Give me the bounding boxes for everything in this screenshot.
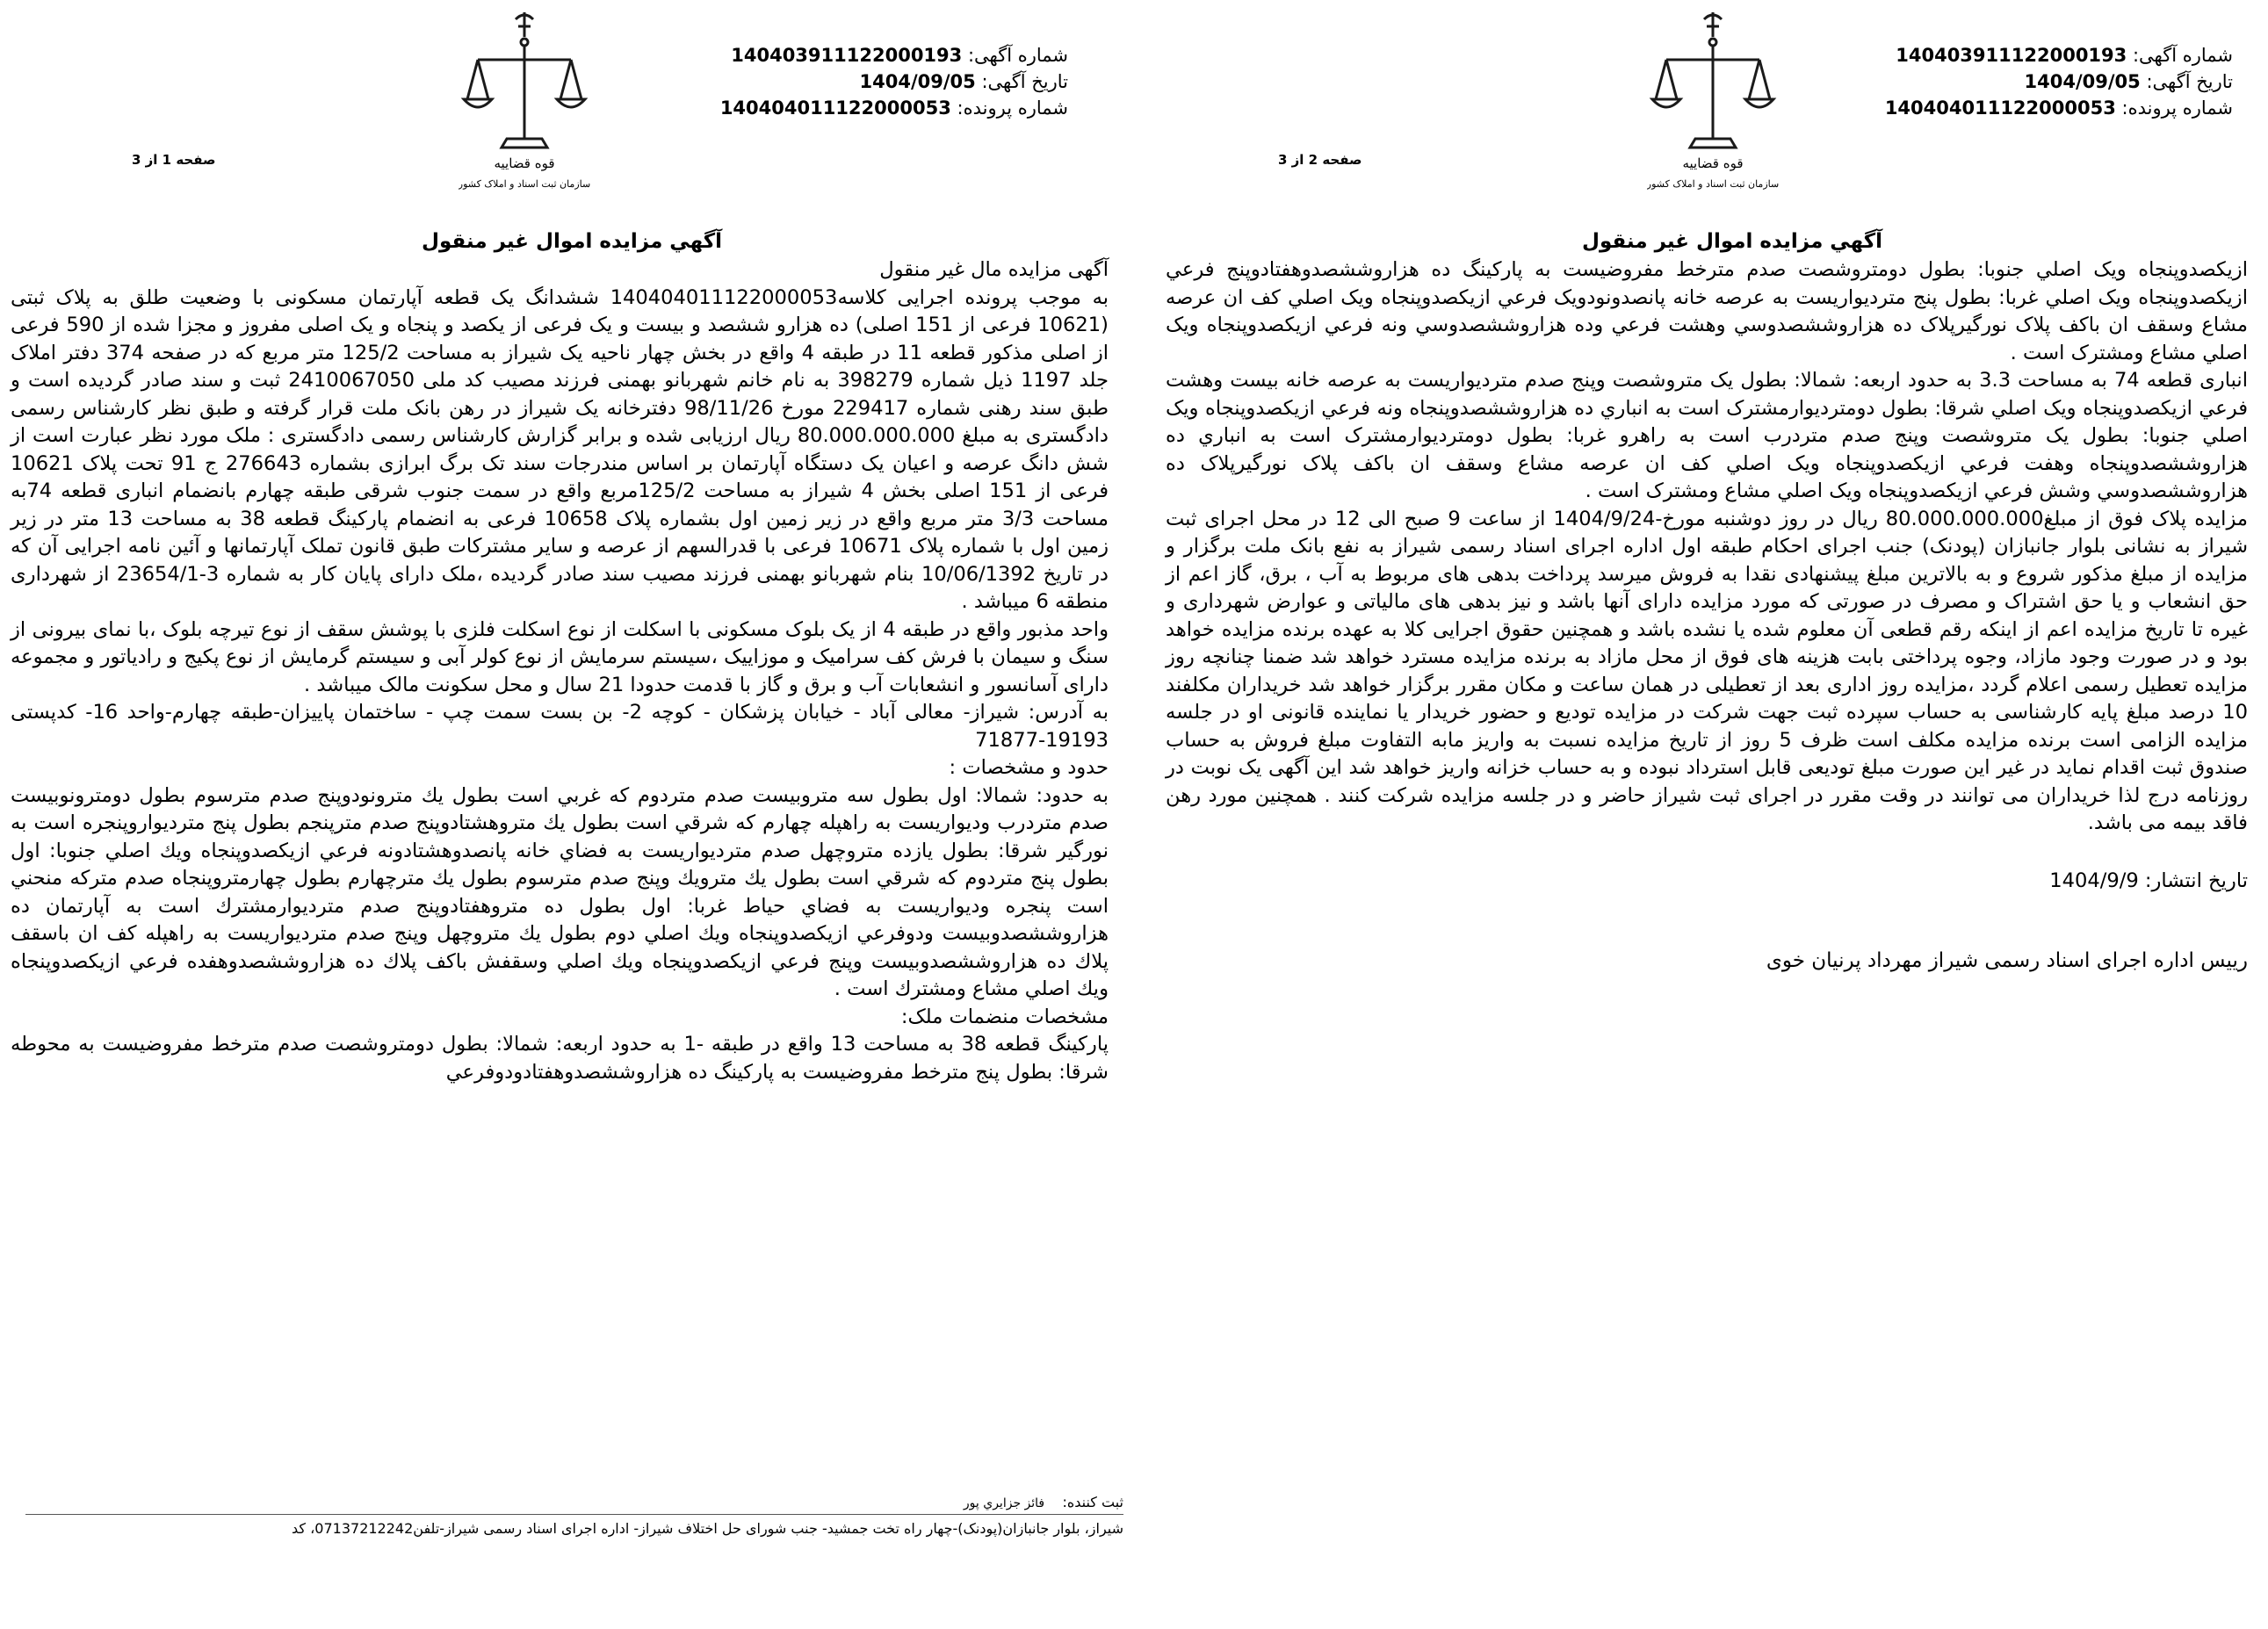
paragraph: واحد مذبور واقع در طبقه 4 از یک بلوک مسکونی با اسکلت از نوع اسکلت فلزی با پوشش سقف از نوع تیرچه بلوک ،با نمای بیرونی از سنگ و سیمان با فرش کف سرامیک و موزاییک ،سیستم سرمایش از نوع کولر آبی و سیستم گرمایش از نوع پکیج و رادیاتور و مجموعه دارای آسانسور و انشعابات آب و برق و گاز با قدمت حدودا 21 سال و محل سکونت مالک میباشد . bbox=[11, 617, 1109, 696]
page-number: صفحه 1 از 3 bbox=[132, 152, 216, 168]
signature: رییس اداره اجرای اسناد رسمی شیراز مهرداد پرنیان خوی bbox=[1766, 949, 2248, 972]
paragraph: به آدرس: شیراز- معالی آباد - خیابان پزشکان - کوچه 2- بن بست سمت چپ - ساختمان پاییزان-طبقه چهارم-واحد 16- کدپستی 19193-71877 bbox=[11, 701, 1109, 752]
case-number: 140404011122000053 bbox=[719, 97, 951, 119]
paragraph: مزایده پلاک فوق از مبلغ80.000.000.000 ریال در روز دوشنبه مورخ-1404/9/24 از ساعت 9 صبح الی 12 در محل اجرای ثبت شیراز به نشانی بلوار جانبازان (پودنک) جنب اجرای احکام طبقه اول اداره اجرای اسناد رسمی شیراز به نفع بانک ملت برگزار و مزایده از مبلغ مذکور شروع و به بالاترین مبلغ پیشنهادی نقدا به فروش میرسد پرداخت بدهی های مربوط به آب ، برق، گاز اعم از حق انشعاب و یا حق اشتراک و مصرف در صورتی که مورد مزایده دارای آنها باشد و نیز بدهی های مالیاتی و عوارض شهرداری و غیره تا تاریخ مزایده اعم از اینکه رقم قطعی آن معلوم شده یا نشده باشد و همچنین حقوق اجرایی کلا به عهده برنده مزایده خواهد بود و در صورت وجود مازاد، وجوه پرداختی بابت هزینه های فوق از محل مازاد به برنده مزایده مسترد خواهد شد ضمنا چنانچه روز مزایده تعطیل رسمی اعلام گردد ،مزایده روز اداری بعد از تعطیلی در همان ساعت و مکان مقرر برگزار خواهد شد خریداران مکلفند 10 درصد مبلغ پایه کارشناسی به حساب سپرده ثبت جهت شرکت در مزایده تودیع و حضور خریدار یا نماینده قانونی او در جلسه مزایده الزامی است برنده مزایده مکلف است ظرف 5 روز از تاریخ مزایده نسبت به واریز مابه التفاوت مبلغ فروش به حساب صندوق ثبت اقدام نماید در غیر این صورت مبلغ تودیعی قابل استرداد نبوده و به حساب خزانه واریز خواهد شد این آگهی یک نوبت در روزنامه درج لذا خریداران می توانند در وقت مقرر در اجرای ثبت شیراز حاضر و در جلسه مزایده شرکت کنند . همچنین مورد رهن فاقد بیمه می باشد. bbox=[1166, 507, 2249, 834]
notice-number-label: شماره آگهی: bbox=[2132, 45, 2233, 66]
paragraph: ازيكصدوپنجاه ويک اصلي جنوبا: بطول دومتروشصت صدم مترخط مفروضيست به پاركينگ ده هزاروششصدوهفتادوپنج فرعي ازيكصدوپنجاه ويک اصلي غربا: بطول پنج مترديواريست به عرصه خانه پانصدونودويک فرعي ازيكصدوپنجاه ويک اصلي كف ان عرصه مشاع وسقف ان باكف پلاک نورگيرپلاک ده هزاروششصدوسي وهشت فرعي وده هزاروششصدوسي ونه فرعي ازيكصدوپنجاه ويک اصلي مشاع ومشترک است . bbox=[1166, 258, 2248, 364]
paragraph: به حدود: شمالا: اول بطول سه متروبيست صدم متردوم كه غربي است بطول يك مترونودوپنج صدم مترسوم بطول دومترونوبيست صدم متردرب وديواريست به راهپله چهارم كه شرقي است بطول يك متروهشتادوپنج صدم مترپنجم بطول پنج متردیوارو‌پنجره است به نورگير شرقا: بطول يازده متروچهل صدم مترديواريست به فضاي خانه پانصدوهشتادونه فرعي ازيكصدوپنجاه ويك اصلي جنوبا: اول بطول پنج متردوم كه شرقي است بطول يك مترويك وپنج صدم مترسوم بطول يك مترچهارم بطول چهارمتروپنجاه صدم متركه منحني است پنجره وديواريست به فضاي حياط غربا: اول بطول ده متروهفتادوپنج صدم مترديوارمشترك است به آپارتمان ده هزاروششصدوبيست ودوفرعي ازيكصدوپنجاه ويك اصلي دوم بطول يك متروچهل وپنج صدم مترديواريست به راهپله كف ان باسقف پلاك ده هزاروششصدوبيست وپنج فرعي ازيكصدوپنجاه ويك اصلي وسقفش باكف پلاك ده هزاروششصدوهفده فرعي ازيكصدوپنجاه ويك اصلي مشاع ومشترك است . bbox=[11, 783, 1109, 1000]
emblem-caption-top: قوه قضاییه bbox=[494, 155, 555, 171]
scales-of-justice-icon bbox=[1647, 7, 1779, 196]
notice-number-label: شماره آگهی: bbox=[967, 45, 1068, 66]
office-address: شیراز، بلوار جانبازان(پودنک)-چهار راه تخت جمشید- جنب شورای حل اختلاف شیراز- اداره اجرای اسناد رسمی شیراز-تلفن07137212242، کد bbox=[25, 1514, 1123, 1537]
registrar bbox=[964, 1494, 1123, 1510]
case-number-label: شماره پرونده: bbox=[2121, 97, 2233, 119]
scales-of-justice-icon bbox=[459, 7, 590, 196]
emblem-caption-top: قوه قضاییه bbox=[1682, 155, 1744, 171]
paragraph: حدود و مشخصات : bbox=[949, 756, 1109, 779]
page-2-body bbox=[1166, 256, 2248, 976]
emblem-caption-bottom: سازمان ثبت اسناد و املاک کشور bbox=[459, 178, 590, 190]
page-number: صفحه 2 از 3 bbox=[1278, 152, 1362, 168]
judiciary-emblem bbox=[1647, 7, 1779, 196]
notice-date: 1404/09/05 bbox=[859, 71, 976, 92]
emblem-caption-bottom: سازمان ثبت اسناد و املاک کشور bbox=[1647, 178, 1779, 190]
notice-meta bbox=[720, 42, 1068, 121]
registrar-label: ثبت کننده: bbox=[1062, 1494, 1123, 1510]
case-number-label: شماره پرونده: bbox=[957, 97, 1068, 119]
notice-number: 140403911122000193 bbox=[1896, 45, 2127, 66]
registrar-name: فائز جزايري پور bbox=[963, 1496, 1045, 1510]
notice-number: 140403911122000193 bbox=[731, 45, 963, 66]
notice-meta bbox=[1885, 42, 2233, 121]
paragraph: پارکینگ قطعه 38 به مساحت 13 واقع در طبقه -1 به حدود اربعه: شمالا: بطول دومتروشصت صدم مترخط مفروضيست به محوطه شرقا: بطول پنج مترخط مفروضيست به پاركينگ ده هزاروششصدوهفتادودوفرعي bbox=[11, 1033, 1109, 1084]
paragraph: انباری قطعه 74 به مساحت 3.3 به حدود اربعه: شمالا: بطول يک متروشصت وپنج صدم مترديواريست به عرصه خانه بيست وهشت فرعي ازيكصدوپنجاه ويک اصلي شرقا: بطول دومترديوارمشترک است به انباري ده هزاروششصدوپنجاه ونه فرعي ازيكصدوپنجاه ويک اصلي جنوبا: بطول يک متروشصت وپنج صدم متردرب است به راهرو غربا: بطول دومترديوارمشترک است به انباري ده هزاروششصدوپنجاه وهفت فرعي ازيكصدوپنجاه ويک اصلي كف ان عرصه مشاع وسقف ان باكف پلاک نورگيرپلاک ده هزاروششصدوسي وشش فرعي ازيكصدوپنجاه ويک اصلي مشاع ومشترک است . bbox=[1166, 369, 2248, 502]
page-1-body bbox=[11, 256, 1109, 1086]
page-title: آگهي مزايده اموال غير منقول bbox=[422, 230, 723, 253]
publish-date: 1404/9/9 bbox=[2049, 869, 2139, 892]
publish-date-label: تاریخ انتشار: bbox=[2144, 869, 2248, 892]
page-title: آگهي مزايده اموال غير منقول bbox=[1582, 230, 1883, 253]
notice-date-label: تاریخ آگهی: bbox=[2146, 71, 2233, 92]
publish-date-line bbox=[1166, 868, 2248, 896]
notice-date: 1404/09/05 bbox=[2024, 71, 2141, 92]
paragraph: به موجب پرونده اجرایی کلاسه140404011122000053 ششدانگ یک قطعه آپارتمان مسکونی با وضعیت طلق به پلاک ثبتی (10621 فرعی از 151 اصلی) ده هزارو ششصد و بیست و یک فرعی از یکصد و پنجاه و یک اصلی مفروز و مجزا شده از 590 فرعی از اصلی مذکور قطعه 11 در طبقه 4 واقع در بخش چهار ناحیه یک شیراز به مساحت 125/2 متر مربع که در صفحه 374 دفتر املاک جلد 1197 ذیل شماره 398279 به نام خانم شهربانو بهمنی فرزند مصیب کد ملی 2410067050 ثبت و سند صادر گردیده است و طبق سند رهنی شماره 229417 مورخ 98/11/26 دفترخانه یک شیراز در رهن بانک ملت قرار گرفته و طبق نظر کارشناس رسمی دادگستری به مبلغ 80.000.000.000 ریال ارزیابی شده و برابر گزارش کارشناس رسمی دادگستری : ملک مورد نظر عبارت است از شش دانگ عرصه و اعیان یک دستگاه آپارتمان بر اساس مندرجات سند تک برگ ابرازی بشماره 276643 ج 91 تحت پلاک 10621 فرعی از 151 اصلی بخش 4 شیراز به مساحت 125/2مربع واقع در سمت جنوب شرقی طبقه چهارم بانضمام انباری قطعه 74به مساحت 3/3 متر مربع واقع در زیر زمین اول بشماره پلاک 10658 فرعی به انضمام پارکینگ قطعه 38 به مساحت 13 متر در زیر زمین اول با شماره پلاک 10671 فرعی با قدرالسهم از عرصه و سایر مشترکات طبق قانون تملک آپارتمانها و آئین نامه اجرایی آن که در تاریخ 10/06/1392 بنام شهربانو بهمنی فرزند مصیب سند صادر گردیده ،ملک دارای پایان کار به شماره 3-23654/1 از شهرداری منطقه 6 میباشد . bbox=[11, 285, 1109, 613]
notice-date-label: تاریخ آگهی: bbox=[981, 71, 1068, 92]
paragraph: مشخصات منضمات ملک: bbox=[900, 1005, 1109, 1028]
case-number: 140404011122000053 bbox=[1884, 97, 2116, 119]
judiciary-emblem bbox=[459, 7, 590, 196]
paragraph: آگهی مزایده مال غیر منقول bbox=[879, 258, 1109, 281]
